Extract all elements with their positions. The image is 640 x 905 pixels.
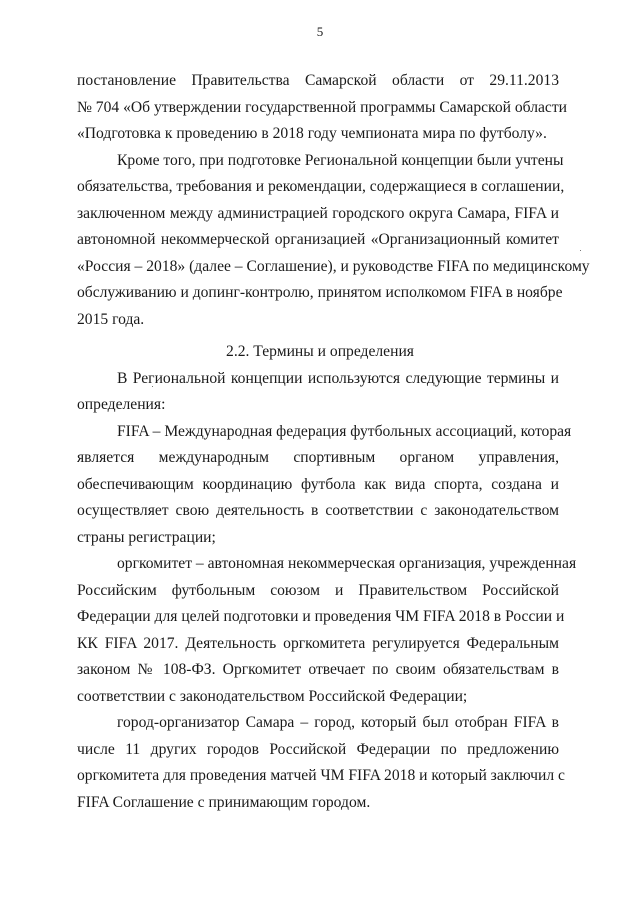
scan-speck xyxy=(580,250,581,251)
definition-line: законом № 108-ФЗ. Оргкомитет отвечает по своим обязательствам в xyxy=(77,661,559,678)
definition-line: числе 11 других городов Российской Федерации по предложению xyxy=(77,740,559,758)
paragraph-line: определения: xyxy=(77,396,166,413)
definition-line: Российским футбольным союзом и Правительством Российской xyxy=(77,581,559,599)
definition-line: страны регистрации; xyxy=(77,528,216,546)
paragraph-line: заключенном между администрацией городского округа Самара, FIFA и xyxy=(77,204,559,222)
paragraph-line: автономной некоммерческой организацией «Организационный комитет xyxy=(77,231,559,248)
definition-line: FIFA Соглашение с принимающим городом. xyxy=(77,793,371,811)
paragraph-line: постановление Правительства Самарской области от 29.11.2013 xyxy=(77,72,559,89)
paragraph-line: «Подготовка к проведению в 2018 году чемпионата мира по футболу». xyxy=(77,125,547,142)
definition-line: оргкомитета для проведения матчей ЧМ FIFA 2018 и который заключил с xyxy=(77,767,565,784)
paragraph-line: Кроме того, при подготовке Региональной концепции были учтены xyxy=(117,151,564,169)
definition-line: соответствии с законодательством Российской Федерации; xyxy=(77,687,468,705)
definition-line: FIFA – Международная федерация футбольных ассоциаций, которая xyxy=(117,422,572,440)
definition-line: город-организатор Самара – город, который был отобран FIFA в xyxy=(117,714,559,731)
paragraph-line: 2015 года. xyxy=(77,310,145,328)
section-heading: 2.2. Термины и определения xyxy=(226,343,414,360)
paragraph-line: обязательства, требования и рекомендации, содержащиеся в соглашении, xyxy=(77,178,565,195)
paragraph-line: обслуживанию и допинг-контролю, принятом исполкомом FIFA в ноябре xyxy=(77,284,563,301)
scan-speck xyxy=(152,386,153,387)
definition-line: оргкомитет – автономная некоммерческая организация, учрежденная xyxy=(117,555,577,572)
definition-line: осуществляет свою деятельность в соответствии с законодательством xyxy=(77,502,559,519)
definition-line: Федерации для целей подготовки и проведения ЧМ FIFA 2018 в России и xyxy=(77,608,565,625)
definition-line: является международным спортивным органом управления, xyxy=(77,449,559,466)
paragraph-line: № 704 «Об утверждении государственной программы Самарской области xyxy=(77,98,567,116)
paragraph-line: В Региональной концепции используются следующие термины и xyxy=(117,369,559,387)
definition-line: обеспечивающим координацию футбола как вида спорта, создана и xyxy=(77,475,559,493)
paragraph-line: «Россия – 2018» (далее – Соглашение), и руководстве FIFA по медицинскому xyxy=(77,257,590,275)
page-number: 5 xyxy=(316,24,324,39)
definition-line: КК FIFA 2017. Деятельность оргкомитета регулируется Федеральным xyxy=(77,634,559,652)
